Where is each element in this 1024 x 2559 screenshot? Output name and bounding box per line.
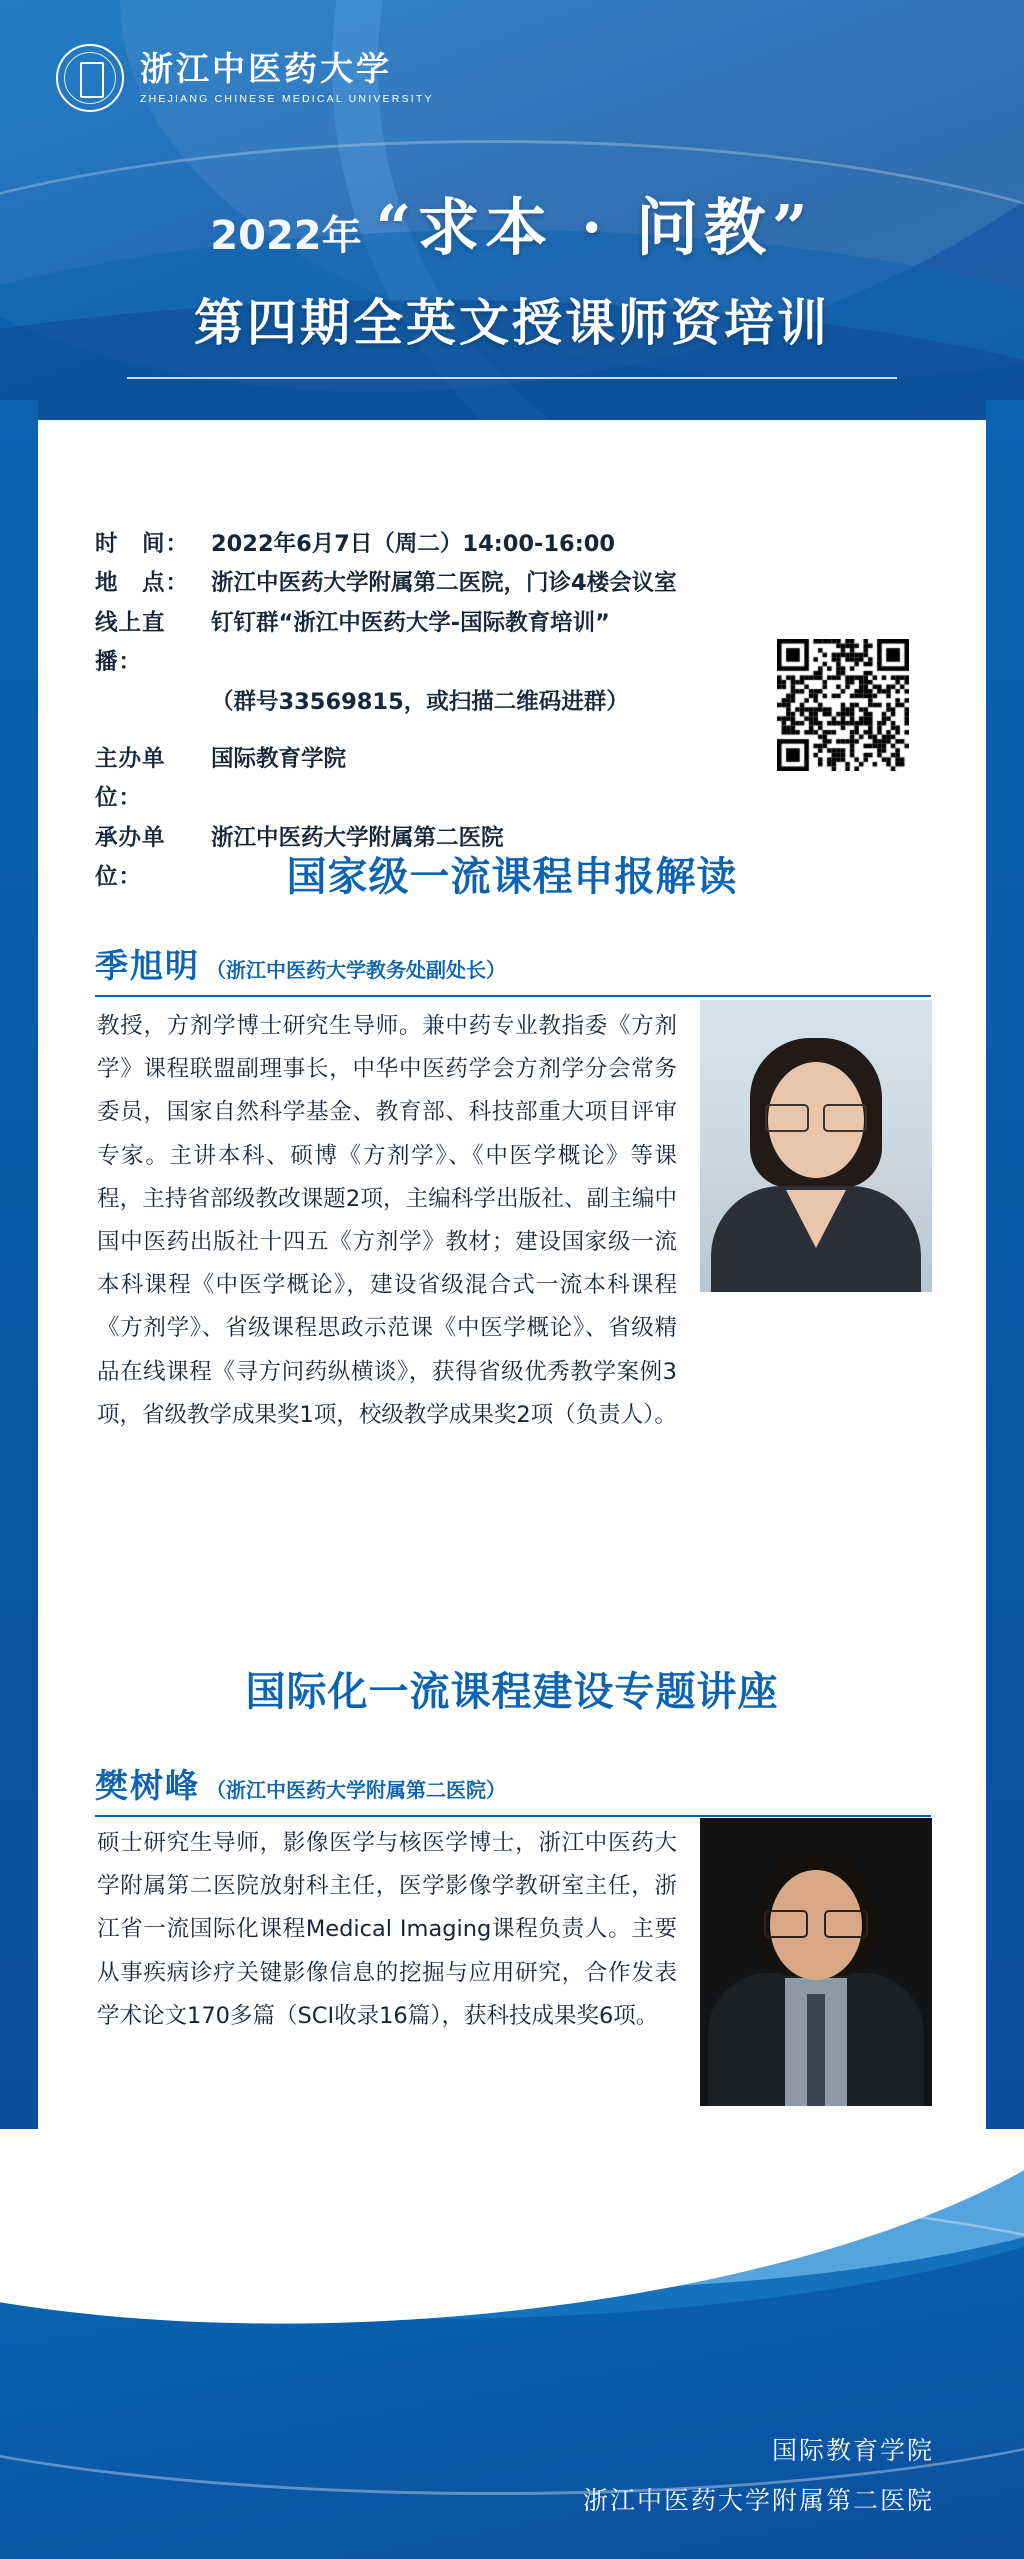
title-divider xyxy=(127,377,897,379)
right-edge-bar xyxy=(986,400,1024,2180)
speaker-header-2 xyxy=(95,1760,931,1817)
university-logo xyxy=(56,44,434,112)
event-organizer-label: 承办单位： xyxy=(95,824,166,890)
university-name-cn: 浙江中医药大学 xyxy=(140,49,392,89)
university-emblem-icon xyxy=(56,44,124,112)
university-name-en: ZHEJIANG CHINESE MEDICAL UNIVERSITY xyxy=(140,92,434,105)
speaker-header-1 xyxy=(95,940,931,997)
speaker-affiliation-1: （浙江中医药大学教务处副处长） xyxy=(206,958,506,982)
speaker-name-2: 樊树峰 xyxy=(95,1766,200,1805)
qr-code[interactable] xyxy=(774,636,912,774)
event-host-label: 主办单位： xyxy=(95,745,166,812)
speaker-bio-2: 硕士研究生导师，影像医学与核医学博士，浙江中医药大学附属第二医院放射科主任，医学影像学教研室主任，浙江省一流国际化课程Medical Imaging课程负责人。主要从事疾病诊疗关键影像信息的挖掘与应用研究，合作发表学术论文170多篇（SCI收录16篇），获科技成果奖6项。 xyxy=(97,1830,677,2029)
event-live-value: 钉钉群“浙江中医药大学-国际教育培训” xyxy=(211,609,610,636)
qr-code-image xyxy=(777,639,909,771)
speaker-portrait-1 xyxy=(700,1000,932,1292)
event-host-value: 国际教育学院 xyxy=(211,745,347,772)
left-edge-bar xyxy=(0,400,38,2180)
event-live-subnote: （群号33569815，或扫描二维码进群） xyxy=(211,688,629,715)
poster-title xyxy=(0,178,1024,379)
event-time-row xyxy=(95,525,935,564)
event-time-label: 时 间： xyxy=(95,531,190,557)
portrait-glasses-icon xyxy=(763,1104,869,1128)
speaker-portrait-2 xyxy=(700,1818,932,2106)
title-year: 2022年 xyxy=(210,213,362,259)
footer-line-1: 国际教育学院 xyxy=(771,2436,934,2465)
header-banner xyxy=(0,0,1024,420)
event-live-label: 线上直播： xyxy=(95,609,166,676)
footer-credits xyxy=(583,2431,934,2517)
section-heading-2: 国际化一流课程建设专题讲座 xyxy=(245,1669,779,1715)
footer-banner xyxy=(0,2129,1024,2559)
event-time-value: 2022年6月7日（周二）14:00-16:00 xyxy=(211,531,616,557)
portrait-tie xyxy=(807,1994,825,2106)
speaker-bio-1: 教授，方剂学博士研究生导师。兼中药专业教指委《方剂学》课程联盟副理事长，中华中医药学会方剂学分会常务委员，国家自然科学基金、教育部、科技部重大项目评审专家。主讲本科、硕博《方剂学》、《中医学概论》等课程，主持省部级教改课题2项，主编科学出版社、副主编中国中医药出版社十四五《方剂学》教材；建设国家级一流本科课程《中医学概论》，建设省级混合式一流本科课程《方剂学》、省级课程思政示范课《中医学概论》、省级精品在线课程《寻方问药纵横谈》，获得省级优秀教学案例3项，省级教学成果奖1项，校级教学成果奖2项（负责人）。 xyxy=(97,1013,677,1428)
speaker-affiliation-2: （浙江中医药大学附属第二医院） xyxy=(206,1778,506,1802)
event-organizer-value: 浙江中医药大学附属第二医院 xyxy=(211,824,504,851)
title-main: 第四期全英文授课师资培训 xyxy=(194,294,830,352)
event-place-label: 地 点： xyxy=(95,570,190,597)
event-place-value: 浙江中医药大学附属第二医院，门诊4楼会议室 xyxy=(211,570,677,597)
section-heading-1: 国家级一流课程申报解读 xyxy=(286,854,738,900)
event-place-row xyxy=(95,564,935,603)
footer-line-2: 浙江中医药大学附属第二医院 xyxy=(582,2486,934,2515)
portrait-glasses-icon xyxy=(764,1910,868,1934)
title-quote: “求本 · 问教” xyxy=(375,191,814,264)
speaker-name-1: 季旭明 xyxy=(95,946,200,985)
